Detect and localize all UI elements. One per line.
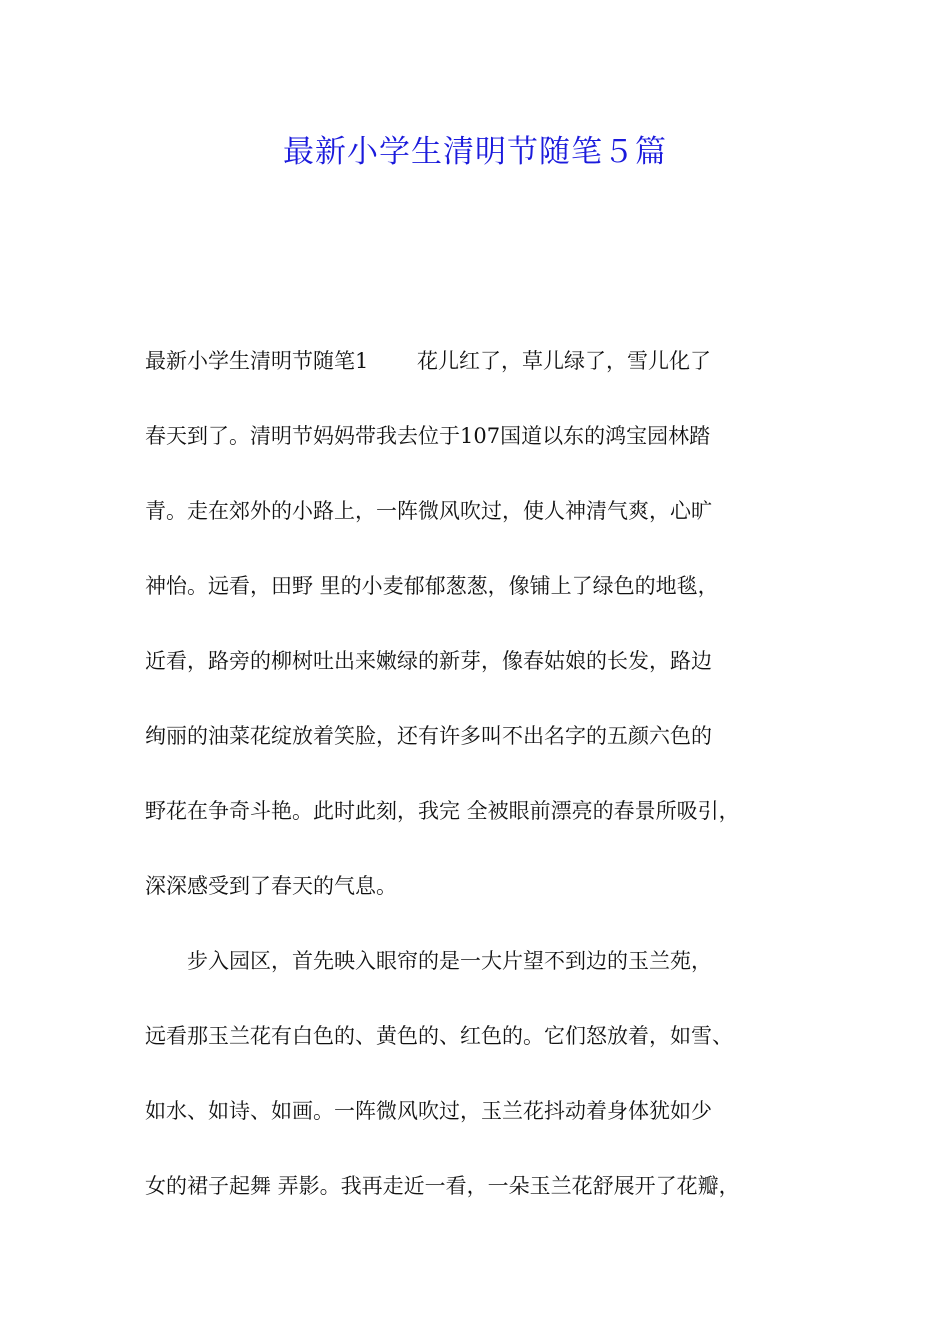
text-line: 远看那玉兰花有白色的、黄色的、红色的。它们怒放着，如雪、 (145, 1024, 733, 1048)
text-line: 步入园区，首先映入眼帘的是一大片望不到边的玉兰苑， (145, 949, 712, 973)
text-line: 女的裙子起舞 弄影。我再走近一看，一朵玉兰花舒展开了花瓣， (145, 1174, 740, 1198)
text-line: 如水、如诗、如画。一阵微风吹过，玉兰花抖动着身体犹如少 (145, 1099, 712, 1123)
text-line: 深深感受到了春天的气息。 (145, 874, 397, 898)
text-line: 近看，路旁的柳树吐出来嫩绿的新芽，像春姑娘的长发，路边 (145, 649, 712, 673)
text-line: 绚丽的油菜花绽放着笑脸，还有许多叫不出名字的五颜六色的 (145, 724, 712, 748)
text-line: 神怡。远看，田野 里的小麦郁郁葱葱，像铺上了绿色的地毯， (145, 574, 719, 598)
text-line: 最新小学生清明节随笔1 花儿红了，草儿绿了，雪儿化了 (145, 349, 712, 373)
text-line: 青。走在郊外的小路上，一阵微风吹过，使人神清气爽，心旷 (145, 499, 712, 523)
text-line: 春天到了。清明节妈妈带我去位于107国道以东的鸿宝园林踏 (145, 424, 711, 448)
document-body (145, 335, 835, 1235)
document-title: 最新小学生清明节随笔５篇 (283, 134, 667, 170)
text-line: 野花在争奇斗艳。此时此刻，我完 全被眼前漂亮的春景所吸引， (145, 799, 740, 823)
